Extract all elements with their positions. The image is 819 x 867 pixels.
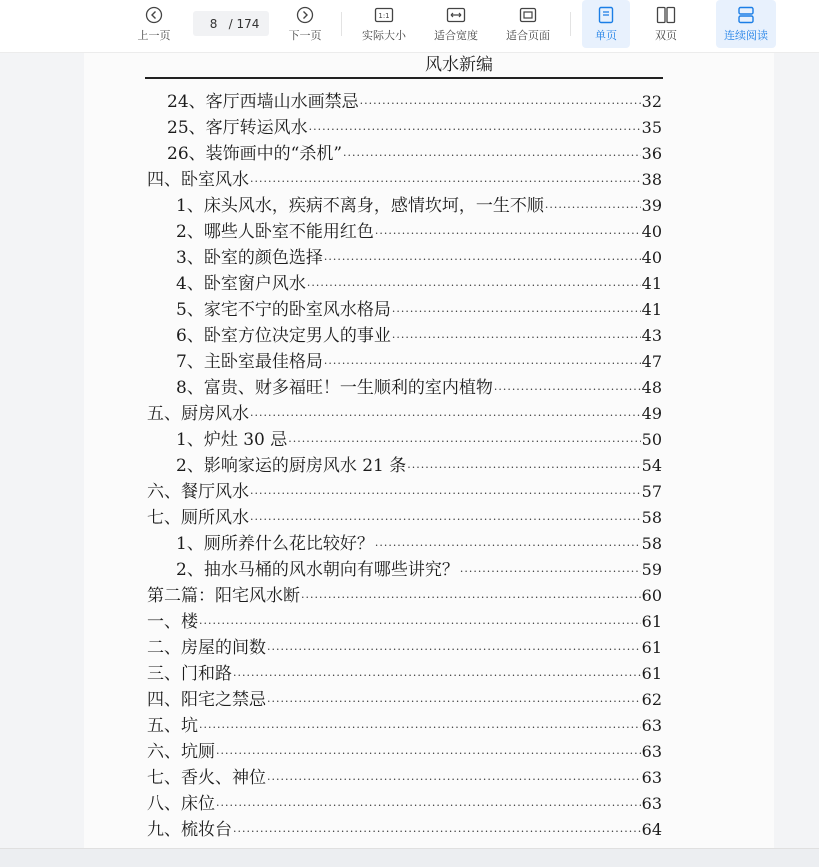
toc-entry[interactable] (147, 401, 662, 427)
fit-page-icon (517, 5, 539, 25)
fit-width-icon (445, 5, 467, 25)
toc-entry[interactable] (176, 323, 662, 349)
toc-entry-page: 47 (641, 352, 662, 371)
toc-entry[interactable] (167, 115, 662, 141)
toc-leader-dots (288, 429, 640, 455)
toc-leader-dots (392, 299, 641, 325)
svg-text:1:1: 1:1 (378, 12, 390, 20)
toc-entry[interactable] (147, 791, 662, 817)
toc-entry-title: 6、卧室方位决定男人的事业 (176, 326, 391, 346)
toc-leader-dots (199, 611, 641, 637)
double-page-icon (655, 5, 677, 25)
toc-leader-dots (375, 221, 641, 247)
toc-leader-dots (250, 169, 641, 195)
toc-entry-page: 63 (641, 768, 662, 787)
toc-leader-dots (250, 403, 641, 429)
actual-size-icon (373, 5, 395, 25)
document-viewport[interactable] (0, 53, 819, 848)
toc-entry-title: 七、厕所风水 (147, 508, 249, 528)
header-rule (145, 77, 663, 79)
toc-leader-dots (407, 455, 640, 481)
toc-entry-page: 61 (641, 664, 662, 683)
toc-entry[interactable] (147, 583, 662, 609)
toc-entry-page: 40 (641, 248, 662, 267)
toc-entry-title: 六、坑厕 (147, 742, 215, 762)
toc-entry-page: 58 (641, 508, 662, 527)
status-bar (0, 848, 819, 867)
actual-size-button[interactable] (356, 0, 412, 48)
page-indicator (193, 11, 269, 36)
toc-entry[interactable] (167, 89, 662, 115)
toc-entry-title: 第二篇：阳宅风水断 (147, 586, 300, 606)
document-page (84, 53, 774, 848)
toc-entry-title: 四、卧室风水 (147, 170, 249, 190)
toc-entry[interactable] (176, 349, 662, 375)
toc-leader-dots (307, 273, 641, 299)
toc-entry-page: 63 (641, 794, 662, 813)
toc-entry-page: 41 (641, 300, 662, 319)
toc-entry[interactable] (147, 739, 662, 765)
toc-entry-page: 59 (641, 560, 662, 579)
toc-entry-title: 七、香火、神位 (147, 768, 266, 788)
toc-entry[interactable] (147, 167, 662, 193)
toc-entry[interactable] (147, 505, 662, 531)
chevron-left-circle-icon (143, 5, 165, 25)
toc-entry-page: 39 (641, 196, 662, 215)
toc-leader-dots (324, 247, 641, 273)
toc-entry-title: 四、阳宅之禁忌 (147, 690, 266, 710)
prev-page-label: 上一页 (137, 29, 171, 42)
toolbar (0, 0, 819, 53)
chevron-right-circle-icon (294, 5, 316, 25)
double-page-label: 双页 (655, 29, 677, 42)
toc-entry-page: 38 (641, 170, 662, 189)
toc-entry[interactable] (147, 635, 662, 661)
toc-entry-page: 63 (641, 716, 662, 735)
fit-width-button[interactable] (428, 0, 484, 48)
toc-entry-title: 一、楼 (147, 612, 198, 632)
single-page-button[interactable] (582, 0, 630, 48)
toc-entry-title: 2、哪些人卧室不能用红色 (176, 222, 374, 242)
toc-entry[interactable] (176, 245, 662, 271)
toolbar-divider (341, 12, 342, 36)
toc-entry-title: 1、床头风水，疾病不离身，感情坎坷，一生不顺 (176, 196, 544, 216)
page-number-input[interactable] (203, 17, 225, 31)
actual-size-label: 实际大小 (362, 29, 406, 42)
toc-leader-dots (309, 117, 641, 143)
toc-entry-title: 2、影响家运的厨房风水 21 条 (176, 456, 407, 476)
toc-entry[interactable] (176, 219, 662, 245)
toc-entry-page: 63 (641, 742, 662, 761)
toc-entry-page: 61 (641, 612, 662, 631)
continuous-reading-button[interactable] (716, 0, 776, 48)
toc-entry-title: 1、炉灶 30 忌 (176, 430, 288, 450)
toc-entry-page: 32 (641, 92, 662, 111)
toc-leader-dots (233, 663, 641, 689)
toc-leader-dots (267, 689, 641, 715)
toc-entry-title: 三、门和路 (147, 664, 232, 684)
toc-entry[interactable] (167, 141, 662, 167)
toc-entry[interactable] (147, 479, 662, 505)
toc-entry-title: 26、装饰画中的“杀机” (167, 144, 343, 164)
toc-entry-title: 5、家宅不宁的卧室风水格局 (176, 300, 391, 320)
toc-leader-dots (216, 741, 641, 767)
toc-entry-page: 64 (641, 820, 662, 839)
toc-leader-dots (460, 559, 641, 585)
toc-entry[interactable] (176, 557, 662, 583)
continuous-reading-icon (735, 5, 757, 25)
fit-page-label: 适合页面 (506, 29, 550, 42)
toc-leader-dots (250, 507, 641, 533)
toc-leader-dots (375, 533, 641, 559)
toc-entry[interactable] (176, 531, 662, 557)
toc-leader-dots (494, 377, 641, 403)
toc-leader-dots (324, 351, 641, 377)
toc-entry-title: 九、梳妆台 (147, 820, 232, 840)
toc-entry[interactable] (176, 271, 662, 297)
toc-entry-page: 49 (641, 404, 662, 423)
toc-entry-title: 24、客厅西墙山水画禁忌 (167, 92, 359, 112)
toc-entry-page: 35 (641, 118, 662, 137)
toc-entry-title: 2、抽水马桶的风水朝向有哪些讲究？ (176, 560, 459, 580)
toc-entry-title: 1、厕所养什么花比较好？ (176, 534, 374, 554)
toc-entry-page: 43 (641, 326, 662, 345)
toc-entry-page: 54 (641, 456, 662, 475)
toc-leader-dots (250, 481, 641, 507)
toc-entry[interactable] (147, 609, 662, 635)
toc-entry-page: 62 (641, 690, 662, 709)
toc-entry[interactable] (147, 817, 662, 843)
toc-entry-page: 41 (641, 274, 662, 293)
page-header: 风水新编 (425, 55, 493, 75)
next-page-label: 下一页 (288, 29, 322, 42)
toc-entry-page: 48 (641, 378, 662, 397)
double-page-button[interactable] (642, 0, 690, 48)
toc-entry-title: 五、厨房风水 (147, 404, 249, 424)
toc-entry[interactable] (147, 687, 662, 713)
toc-entry-page: 50 (641, 430, 662, 449)
toc-entry[interactable] (147, 765, 662, 791)
toc-entry-page: 58 (641, 534, 662, 553)
toolbar-divider (570, 12, 571, 36)
toc-leader-dots (267, 767, 641, 793)
toc-entry[interactable] (147, 713, 662, 739)
toc-entry-title: 25、客厅转运风水 (167, 118, 308, 138)
toc-leader-dots (360, 91, 641, 117)
toc-entry-title: 3、卧室的颜色选择 (176, 248, 323, 268)
toc-entry-page: 61 (641, 638, 662, 657)
toc-leader-dots (216, 793, 641, 819)
toc-leader-dots (343, 143, 641, 169)
toc-entry-page: 40 (641, 222, 662, 241)
toc-entry-title: 五、坑 (147, 716, 198, 736)
total-pages: / 174 (228, 16, 260, 31)
single-page-label: 单页 (595, 29, 617, 42)
toc-entry-title: 二、房屋的间数 (147, 638, 266, 658)
toc-leader-dots (233, 819, 641, 845)
toc-entry-title: 8、富贵、财多福旺！一生顺利的室内植物 (176, 378, 493, 398)
toc-entry-page: 57 (641, 482, 662, 501)
toc-leader-dots (392, 325, 641, 351)
fit-width-label: 适合宽度 (434, 29, 478, 42)
toc-entry[interactable] (176, 193, 662, 219)
toc-entry-title: 六、餐厅风水 (147, 482, 249, 502)
toc-leader-dots (545, 195, 641, 221)
toc-entry[interactable] (176, 453, 662, 479)
next-page-button[interactable] (283, 0, 327, 48)
toc-leader-dots (267, 637, 641, 663)
toc-entry-page: 36 (641, 144, 662, 163)
toc-entry[interactable] (176, 427, 662, 453)
toc-entry[interactable] (176, 297, 662, 323)
toc-entry-title: 7、主卧室最佳格局 (176, 352, 323, 372)
fit-page-button[interactable] (500, 0, 556, 48)
prev-page-button[interactable] (132, 0, 176, 48)
toc-entry-title: 4、卧室窗户风水 (176, 274, 306, 294)
toc-leader-dots (199, 715, 641, 741)
single-page-icon (595, 5, 617, 25)
toc-leader-dots (301, 585, 641, 611)
toc-entry-title: 八、床位 (147, 794, 215, 814)
toc-entry-page: 60 (641, 586, 662, 605)
continuous-reading-label: 连续阅读 (724, 29, 768, 42)
toc-entry[interactable] (147, 661, 662, 687)
toc-entry[interactable] (176, 375, 662, 401)
